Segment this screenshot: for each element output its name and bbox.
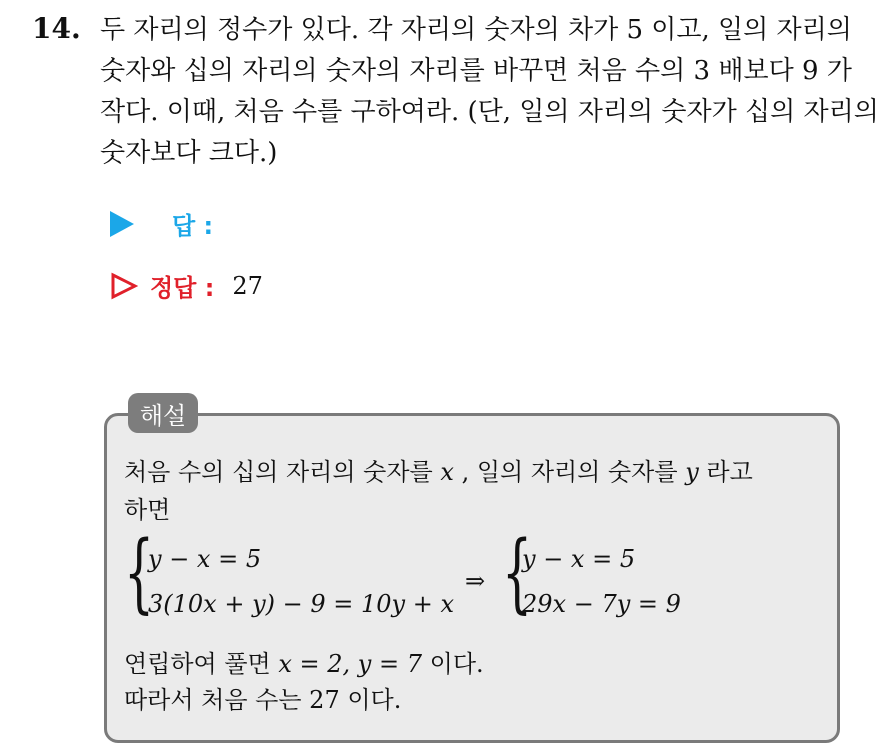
solution-line-4: 따라서 처음 수는 27 이다. — [124, 686, 402, 714]
left-brace: { — [124, 523, 155, 623]
question-line: 작다. 이때, 처음 수를 구하여라. (단, 일의 자리의 숫자가 십의 자리의 — [100, 97, 879, 127]
solution-text: 라고 — [706, 458, 753, 486]
answer-row — [110, 206, 231, 241]
question-line: 숫자보다 크다.) — [100, 138, 278, 168]
correct-answer-label: 정답 : — [150, 274, 215, 302]
system-left-eq-1: y − x = 5 — [148, 545, 262, 573]
question-line: 두 자리의 정수가 있다. 각 자리의 숫자의 차가 5 이고, 일의 자리의 — [100, 15, 852, 45]
solution-badge: 해설 — [128, 393, 198, 433]
solution-text: 이다. — [429, 650, 484, 678]
play-icon — [110, 211, 134, 237]
solution-line-3 — [124, 644, 484, 679]
solution-line-1 — [124, 452, 753, 487]
solution-line-2: 하면 — [124, 496, 171, 524]
right-brace: { — [502, 523, 533, 623]
question-text — [100, 10, 879, 174]
correct-answer-row — [110, 268, 263, 303]
correct-answer-value: 27 — [232, 271, 263, 300]
solution-text: , 일의 자리의 숫자를 — [461, 458, 678, 486]
implies-arrow: ⇒ — [465, 567, 486, 595]
solution-text: 연립하여 풀면 — [124, 650, 271, 678]
play-outline-icon — [110, 272, 138, 300]
question-line: 숫자와 십의 자리의 숫자의 자리를 바꾸면 처음 수의 3 배보다 9 가 — [100, 56, 852, 86]
system-left-eq-2: 3(10x + y) − 9 = 10y + x — [148, 590, 454, 618]
solution-math: x = 2, y = 7 — [278, 650, 422, 678]
solution-text: 처음 수의 십의 자리의 숫자를 — [124, 458, 433, 486]
math-var-x: x — [440, 458, 454, 486]
system-right-eq-1: y − x = 5 — [522, 545, 636, 573]
question-number: 14. — [32, 12, 81, 45]
math-var-y: y — [685, 458, 699, 486]
answer-label: 답 : — [172, 212, 214, 240]
system-right-eq-2: 29x − 7y = 9 — [522, 590, 681, 618]
